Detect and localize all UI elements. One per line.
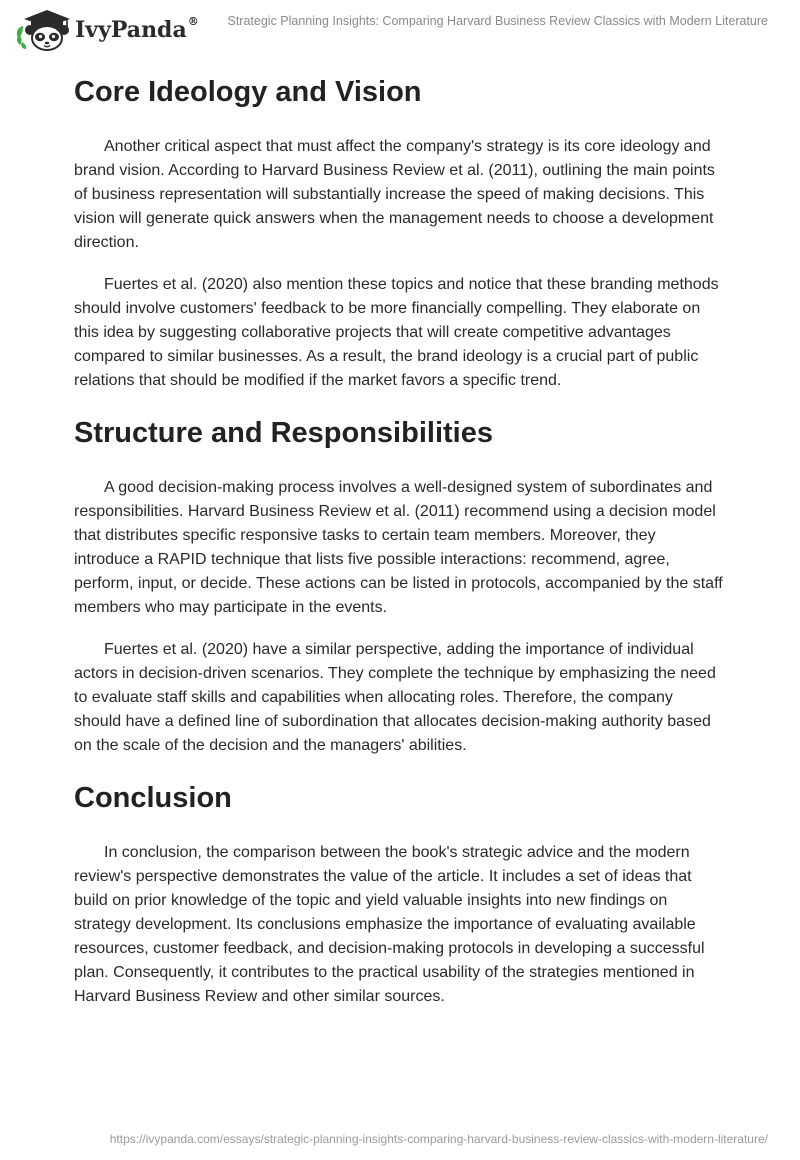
page-header bbox=[0, 0, 800, 60]
brand-label: IvyPanda bbox=[75, 17, 187, 43]
registered-mark: ® bbox=[187, 15, 199, 28]
source-url[interactable]: https://ivypanda.com/essays/strategic-planning-insights-comparing-harvard-business-review-classics-with-modern-literature/ bbox=[109, 1132, 768, 1146]
section-heading: Structure and Responsibilities bbox=[74, 417, 493, 449]
brand-name bbox=[75, 17, 199, 43]
document-title: Strategic Planning Insights: Comparing Harvard Business Review Classics with Modern Literature bbox=[227, 14, 768, 28]
section-heading: Core Ideology and Vision bbox=[74, 76, 422, 108]
panda-graduate-icon bbox=[14, 8, 74, 52]
section-heading: Conclusion bbox=[74, 782, 232, 814]
paragraph: Fuertes et al. (2020) have a similar perspective, adding the importance of individual actors in decision-driven scenarios. They complete the technique by emphasizing the need to evaluate staff skills and capabilities when allocating roles. Therefore, the company should have a defined line of subordination that allocates decision-making authority based on the scale of the decision and the managers' abilities. bbox=[74, 641, 716, 754]
paragraph: Fuertes et al. (2020) also mention these topics and notice that these branding methods should involve customers' feedback to be more financially compelling. They elaborate on this idea by suggesting collaborative projects that will create competitive advantages compared to similar businesses. As a result, the brand ideology is a crucial part of public relations that should be modified if the market favors a specific trend. bbox=[74, 276, 719, 389]
ivypanda-logo[interactable] bbox=[14, 8, 199, 52]
paragraph: Another critical aspect that must affect the company's strategy is its core ideology and brand vision. According to Harvard Business Review et al. (2011), outlining the main points of business representation will substantially increase the speed of making decisions. This vision will generate quick answers when the management needs to choose a development direction. bbox=[74, 138, 715, 251]
essay-content bbox=[74, 72, 724, 1009]
paragraph: A good decision-making process involves a well-designed system of subordinates and responsibilities. Harvard Business Review et al. (2011) recommend using a decision model that distributes specific responsive tasks to certain team members. Moreover, they introduce a RAPID technique that lists five possible interactions: recommend, agree, perform, input, or decide. These actions can be listed in protocols, accompanied by the staff members who may participate in the events. bbox=[74, 479, 723, 616]
paragraph: In conclusion, the comparison between the book's strategic advice and the modern review's perspective demonstrates the value of the article. It includes a set of ideas that build on prior knowledge of the topic and yield valuable insights into new findings on strategy development. Its conclusions emphasize the importance of evaluating available resources, customer feedback, and decision-making protocols in developing a successful plan. Consequently, it contributes to the practical usability of the strategies mentioned in Harvard Business Review and other similar sources. bbox=[74, 844, 705, 1005]
